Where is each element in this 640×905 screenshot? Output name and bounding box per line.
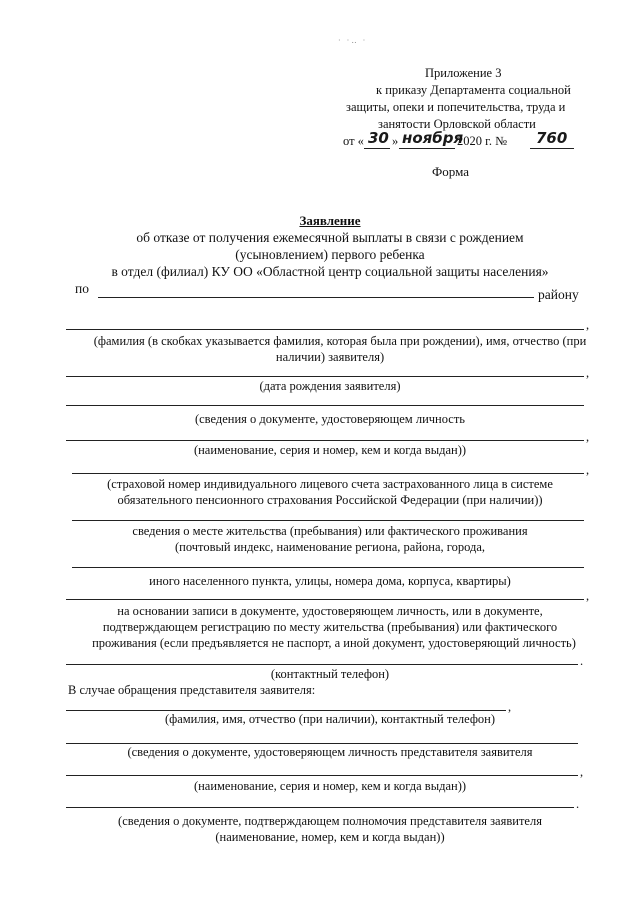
id-document-details-comma: , [586,430,590,444]
address-line[interactable] [72,567,584,568]
id-document-line[interactable] [66,405,584,406]
header-line-1: Приложение 3 [425,66,502,80]
date-day: 30 [368,129,389,147]
rep-name-comma: , [508,700,512,714]
applicant-name-caption-2: наличии) заявителя) [275,350,385,364]
order-number-underline [530,148,574,149]
snils-caption-2: обязательного пенсионного страхования Российской Федерации (при наличии)) [117,493,543,507]
residence-line[interactable] [72,520,584,521]
rep-authority-caption-1: (сведения о документе, подтверждающем полномочия представителя заявителя [118,814,542,828]
birth-date-caption: (дата рождения заявителя) [259,379,401,393]
date-mid: » [392,134,399,148]
title-line-3: в отдел (филиал) КУ ОО «Областной центр социальной защиты населения» [111,264,549,279]
header-line-4: занятости Орловской области [378,117,536,131]
registration-basis-caption-2: подтверждающем регистрацию по месту жительства (пребывания) или фактического [102,620,558,634]
address-caption: иного населенного пункта, улицы, номера дома, корпуса, квартиры) [149,574,511,588]
rep-authority-line[interactable] [66,807,574,808]
birth-date-comma: , [586,366,590,380]
district-field-line[interactable] [98,297,534,298]
representative-intro: В случае обращения представителя заявителя: [68,683,316,697]
phone-line[interactable] [66,664,578,665]
residence-caption-1: сведения о месте жительства (пребывания) или фактического проживания [132,524,528,538]
title-line-2: (усыновлением) первого ребенка [235,247,425,262]
rep-id-details-caption: (наименование, серия и номер, кем и когда выдан)) [193,779,467,793]
id-document-details-line[interactable] [66,440,584,441]
date-month-underline [399,148,455,149]
date-month: ноября [402,129,464,147]
header-line-2: к приказу Департамента социальной [376,83,571,97]
title-line-1: об отказе от получения ежемесячной выплаты в связи с рождением [136,230,524,245]
date-year: 2020 г. № [457,134,508,148]
snils-caption-1: (страховой номер индивидуального лицевого счета застрахованного лица в системе [107,477,553,491]
rep-id-document-line[interactable] [66,743,578,744]
residence-caption-2: (почтовый индекс, наименование региона, района, города, [174,540,486,554]
form-label: Форма [432,164,469,179]
rep-id-details-line[interactable] [66,775,578,776]
rep-name-line[interactable] [66,710,506,711]
rep-authority-dot: . [576,797,580,811]
applicant-name-caption-1: (фамилия (в скобках указывается фамилия, которая была при рождении), имя, отчество (при [93,334,587,348]
registration-basis-line[interactable] [66,599,584,600]
id-document-details-caption: (наименование, серия и номер, кем и когда выдан)) [193,443,467,457]
rep-id-document-caption: (сведения о документе, удостоверяющем личность представителя заявителя [127,745,533,759]
snils-comma: , [586,463,590,477]
birth-date-line[interactable] [66,376,584,377]
rep-id-details-comma: , [580,765,584,779]
date-day-underline [364,148,390,149]
rayonu-label: району [538,287,579,302]
document-title: Заявление [299,213,361,228]
rep-authority-caption-2: (наименование, номер, кем и когда выдан)) [215,830,445,844]
snils-line[interactable] [72,473,584,474]
scan-specks: · ·‥ · [338,36,368,45]
registration-basis-caption-1: на основании записи в документе, удостоверяющем личность, или в документе, [117,604,543,618]
po-label: по [75,281,89,296]
phone-caption: (контактный телефон) [270,667,390,681]
id-document-caption: (сведения о документе, удостоверяющем личность [194,412,466,426]
applicant-name-comma: , [586,318,590,332]
rep-name-caption: (фамилия, имя, отчество (при наличии), контактный телефон) [164,712,496,726]
registration-basis-caption-3: проживания (если предъявляется не паспорт, а иной документ, удостоверяющий личность) [92,636,576,650]
registration-basis-comma: , [586,589,590,603]
date-prefix: от « [343,134,364,148]
order-number: 760 [536,129,568,147]
applicant-name-line[interactable] [66,329,584,330]
header-line-3: защиты, опеки и попечительства, труда и [346,100,566,114]
phone-dot: . [580,654,584,668]
